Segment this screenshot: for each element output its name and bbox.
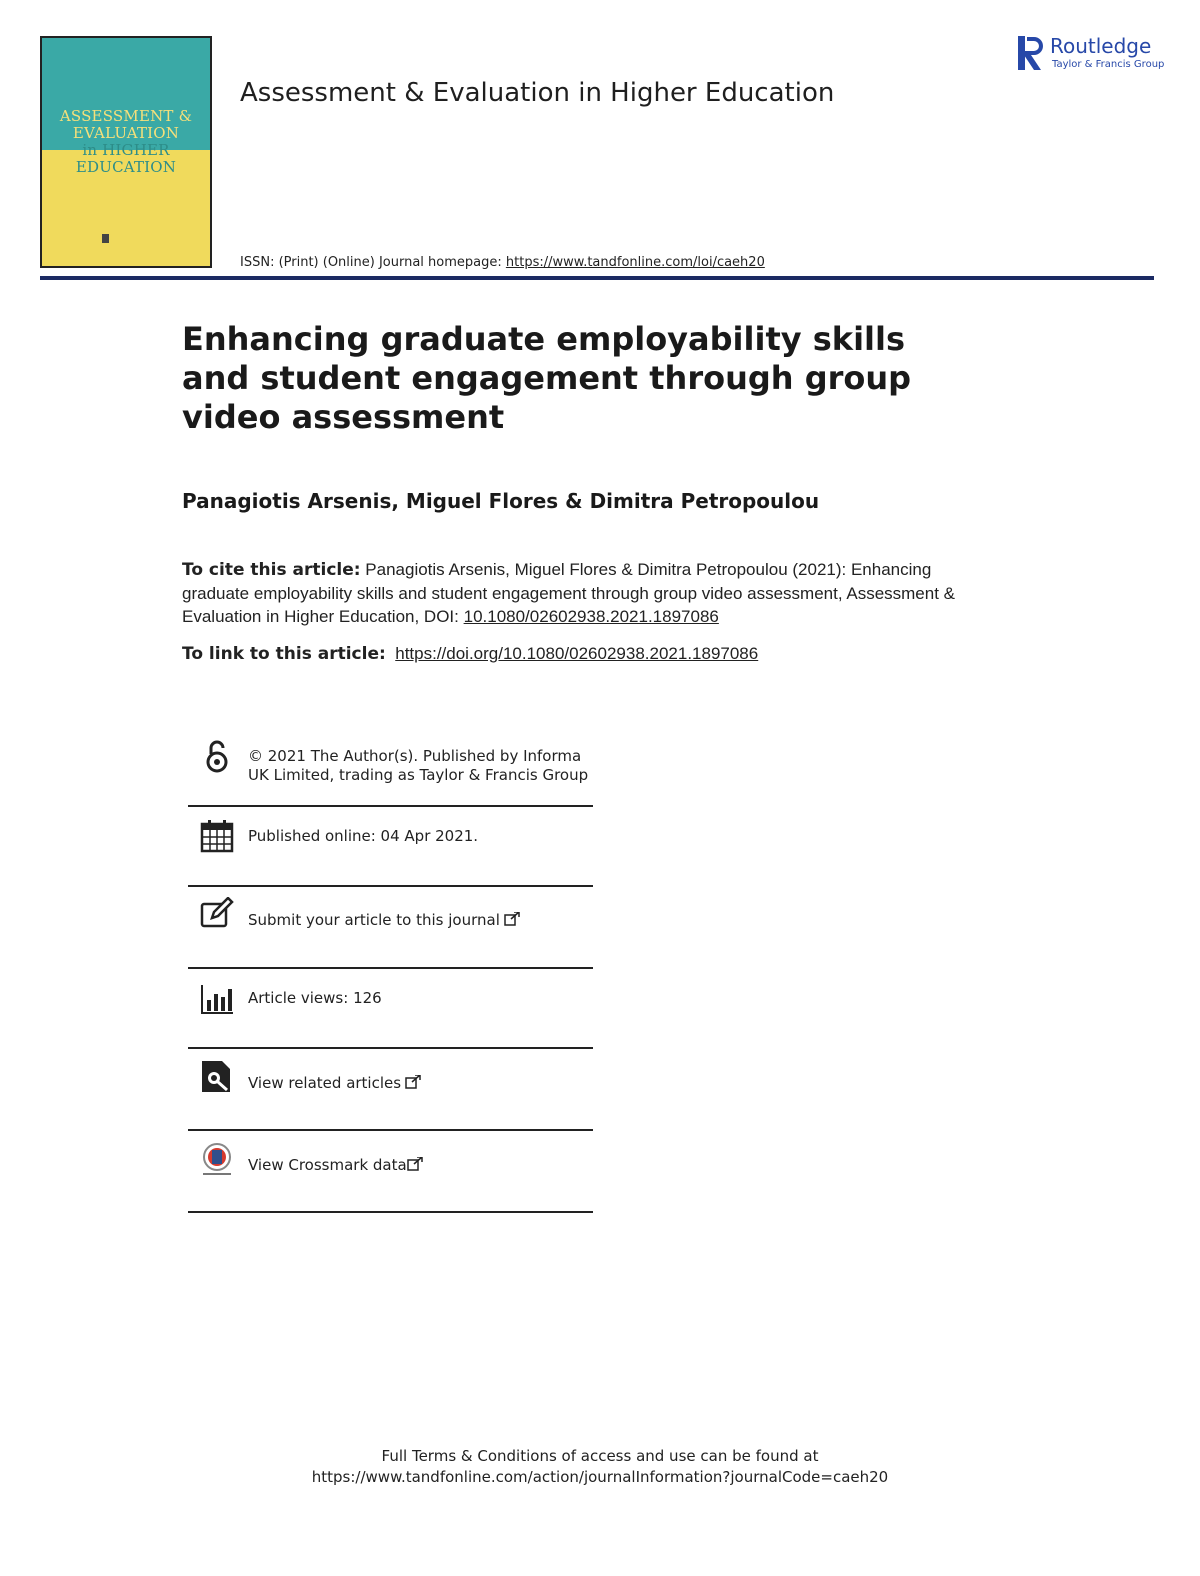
related-row[interactable]	[188, 1049, 593, 1131]
bar-chart-icon	[200, 981, 234, 1015]
document-search-icon	[200, 1059, 234, 1093]
link-label: To link to this article:	[182, 644, 386, 664]
routledge-r-icon	[1018, 34, 1044, 72]
external-link-icon	[407, 1157, 423, 1171]
article-authors: Panagiotis Arsenis, Miguel Flores & Dimitra Petropoulou	[182, 489, 820, 513]
terms-text: Full Terms & Conditions of access and use can be found at	[381, 1447, 819, 1465]
edit-icon	[200, 897, 234, 931]
submit-row[interactable]	[188, 887, 593, 969]
cover-title-line: in HIGHER	[82, 141, 170, 159]
issn-line	[240, 255, 765, 270]
doi-link[interactable]: 10.1080/02602938.2021.1897086	[463, 607, 719, 626]
crossmark-icon	[200, 1143, 234, 1177]
article-url-link[interactable]: https://doi.org/10.1080/02602938.2021.1897086	[395, 644, 759, 663]
terms-footer	[0, 1446, 1200, 1488]
submit-article-link[interactable]: Submit your article to this journal	[248, 911, 500, 929]
views-row	[188, 969, 593, 1049]
journal-title: Assessment & Evaluation in Higher Education	[240, 78, 835, 108]
open-access-icon	[200, 739, 234, 773]
article-link-line	[182, 642, 1002, 666]
journal-homepage-link[interactable]: https://www.tandfonline.com/loi/caeh20	[505, 255, 765, 270]
publisher-logo	[1018, 34, 1165, 74]
cover-title-line: ASSESSMENT &	[59, 107, 193, 125]
open-access-row	[188, 735, 593, 807]
article-title: Enhancing graduate employability skills and student engagement through group video assessment	[182, 320, 912, 436]
info-divider	[188, 1211, 593, 1213]
journal-cover-image	[40, 36, 212, 268]
crossmark-link[interactable]: View Crossmark data	[248, 1156, 407, 1174]
external-link-icon	[504, 912, 520, 926]
cover-title-line: EVALUATION	[72, 124, 180, 142]
article-views: Article views: 126	[248, 989, 382, 1007]
citation-block	[182, 558, 1002, 628]
publisher-subtitle: Taylor & Francis Group	[1052, 59, 1165, 70]
published-date: Published online: 04 Apr 2021.	[248, 827, 479, 845]
cite-label: To cite this article:	[182, 560, 361, 580]
cover-publisher-mark	[102, 234, 112, 243]
publisher-name: Routledge	[1050, 34, 1152, 58]
crossmark-row[interactable]	[188, 1131, 593, 1213]
calendar-icon	[200, 819, 234, 853]
issn-text: ISSN: (Print) (Online) Journal homepage:	[240, 255, 506, 270]
cover-title-line: EDUCATION	[75, 158, 177, 176]
header-divider	[40, 276, 1154, 280]
external-link-icon	[405, 1075, 421, 1089]
cite-text: Panagiotis Arsenis, Miguel Flores & Dimitra Petropoulou (2021): Enhancing graduate employability skills and student engagement through group video assessment, Assessment & Evaluation in Higher Education, DOI:	[182, 560, 956, 626]
published-row	[188, 807, 593, 887]
related-articles-link[interactable]: View related articles	[248, 1074, 402, 1092]
open-access-text: © 2021 The Author(s). Published by Informa UK Limited, trading as Taylor & Francis Group	[248, 747, 589, 784]
terms-url[interactable]: https://www.tandfonline.com/action/journalInformation?journalCode=caeh20	[311, 1468, 889, 1486]
cover-title	[42, 108, 210, 176]
